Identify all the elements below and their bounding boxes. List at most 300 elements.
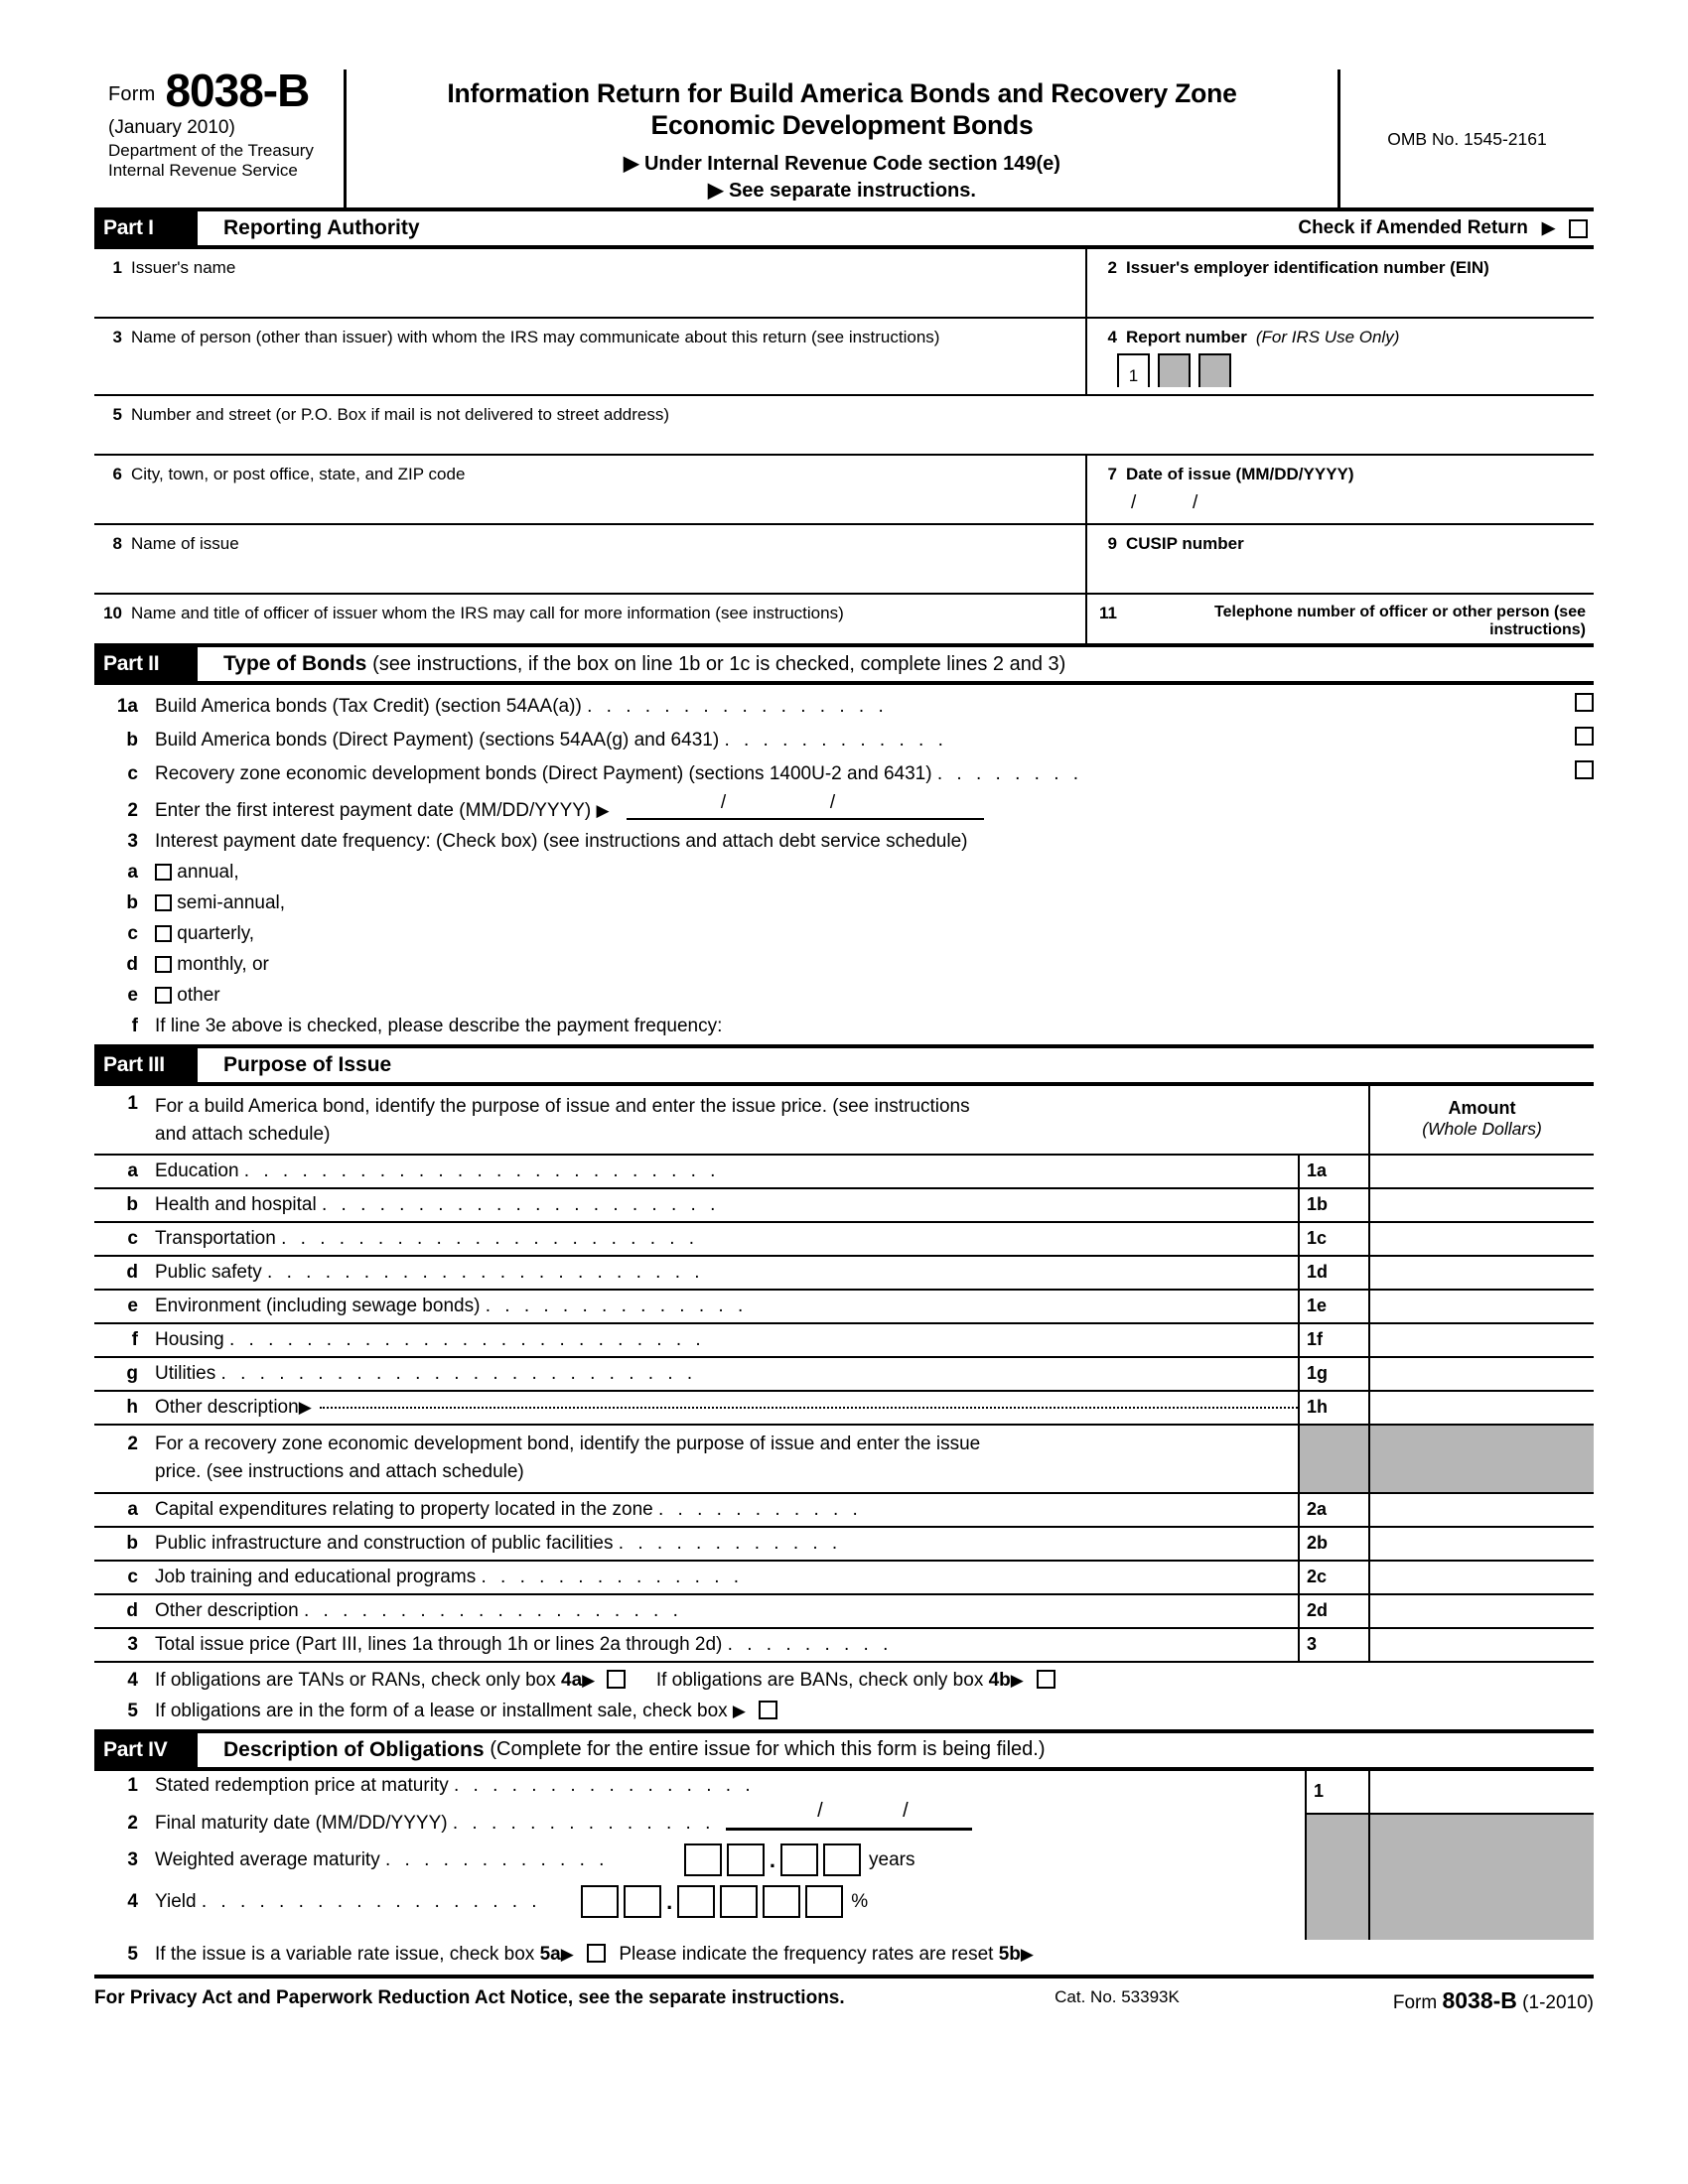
table-row[interactable]: [94, 1560, 1594, 1593]
line-number-3: 3: [127, 1633, 138, 1655]
city-state-zip-field[interactable]: [94, 456, 1087, 523]
line-number-4: 4: [1107, 328, 1117, 346]
table-row[interactable]: [94, 1187, 1594, 1221]
report-number-box-1[interactable]: 1: [1117, 353, 1150, 387]
part-3-header: [94, 1044, 1594, 1086]
table-row[interactable]: [94, 1356, 1594, 1390]
purpose-recovery-zone-intro: [94, 1424, 1594, 1492]
line-code-1e: 1e: [1298, 1291, 1368, 1322]
final-maturity-input[interactable]: [726, 1800, 972, 1831]
frequency-option-a[interactable]: [94, 857, 1594, 887]
issuer-name-label: Issuer's name: [131, 258, 236, 277]
weighted-average-maturity-label: Weighted average maturity: [155, 1848, 380, 1870]
purpose-label-education: Education: [155, 1160, 239, 1181]
yield-digit-2[interactable]: [624, 1885, 661, 1918]
leader-dots: . . . . . . . . . . . . . . . . . . . . . . . . .: [220, 1362, 697, 1384]
table-row[interactable]: [94, 1221, 1594, 1255]
name-of-issue-label: Name of issue: [131, 534, 239, 553]
wam-unit-years: years: [869, 1848, 915, 1870]
first-interest-payment-row[interactable]: [94, 789, 1594, 826]
cusip-number-label: CUSIP number: [1126, 534, 1244, 553]
line-code-1h: 1h: [1298, 1392, 1368, 1424]
amount-input-2c[interactable]: [1368, 1562, 1594, 1593]
table-row[interactable]: [94, 1627, 1594, 1663]
line-number-2: 2: [127, 1813, 138, 1834]
form-subtitle-code-section: ▶ Under Internal Revenue Code section 149(e): [624, 152, 1060, 175]
table-row[interactable]: [94, 1492, 1594, 1526]
line-letter-d: d: [126, 953, 138, 975]
catalog-number: Cat. No. 53393K: [1055, 1987, 1180, 2006]
department-line-1: Department of the Treasury: [108, 140, 314, 160]
officer-name-field[interactable]: [94, 595, 1087, 644]
department-name: [94, 141, 338, 181]
street-address-field[interactable]: [94, 396, 1594, 454]
report-number-label: Report number: [1126, 328, 1247, 346]
amount-input-3[interactable]: [1368, 1629, 1594, 1661]
leader-dots: . . . . . . . . . . . . . . . . . . . . . . . . .: [243, 1160, 720, 1181]
arrow-right-icon: ▶: [298, 1397, 312, 1417]
leader-dots: . . . . . . . . . . . . . .: [452, 1813, 715, 1834]
line-code-1g: 1g: [1298, 1358, 1368, 1390]
line-letter-a: a: [127, 1160, 138, 1181]
first-interest-payment-label: Enter the first interest payment date (MM/DD/YYYY): [155, 799, 592, 821]
part-2-body: [94, 685, 1594, 1045]
report-number-boxes: [1117, 353, 1586, 387]
bond-type-row-1a[interactable]: [94, 688, 1594, 722]
line-number-2: 2: [1107, 258, 1117, 277]
line-letter-c: c: [127, 1566, 138, 1587]
date-of-issue-input[interactable]: [1131, 492, 1586, 514]
amount-header-sub: (Whole Dollars): [1422, 1118, 1542, 1139]
frequency-describe-label: If line 3e above is checked, please describe the payment frequency:: [155, 1015, 723, 1036]
line-number-2: 2: [127, 1433, 138, 1454]
weighted-average-maturity-row[interactable]: [94, 1840, 1305, 1881]
line-code-1f: 1f: [1298, 1324, 1368, 1356]
wam-digit-4[interactable]: [823, 1843, 861, 1876]
line-letter-h: h: [126, 1396, 138, 1418]
frequency-checkbox-other[interactable]: [155, 987, 172, 1004]
part-1-row-6-7: [94, 456, 1594, 525]
amount-input-2b[interactable]: [1368, 1528, 1594, 1560]
amount-cell-shaded: [1370, 1815, 1594, 1940]
form-title-line-1: Information Return for Build America Bonds and Recovery Zone: [447, 78, 1237, 108]
arrow-right-icon: ▶: [582, 1670, 596, 1690]
part-2-tag: Part II: [94, 647, 198, 681]
arrow-right-icon: ▶: [560, 1945, 574, 1964]
amount-input-1e[interactable]: [1368, 1291, 1594, 1322]
line-number-4: 4: [127, 1669, 138, 1691]
yield-unit-percent: %: [851, 1890, 869, 1912]
part-1-tag: Part I: [94, 211, 198, 245]
yield-digit-3[interactable]: [677, 1885, 715, 1918]
arrow-right-icon: ▶: [596, 800, 610, 820]
yield-label: Yield: [155, 1890, 197, 1912]
form-number: 8038-B: [165, 65, 310, 116]
form-title-line-2: Economic Development Bonds: [650, 110, 1034, 141]
part-4-title-note: (Complete for the entire issue for which this form is being filed.): [490, 1738, 1046, 1760]
form-footer: [94, 1975, 1594, 2014]
line-letter-d: d: [126, 1599, 138, 1621]
purpose-label-other-description-1h: Other description: [155, 1396, 299, 1418]
amount-column-header: [1368, 1086, 1594, 1154]
leader-dots: . . . . . . . . . . . .: [385, 1848, 609, 1870]
report-number-field[interactable]: [1087, 319, 1594, 394]
part-1-title: Reporting Authority: [223, 216, 420, 239]
frequency-describe-row[interactable]: [94, 1011, 1594, 1045]
line-number-1: 1: [112, 258, 122, 277]
part-3-intro-row: [94, 1086, 1594, 1154]
purpose-label-public-safety: Public safety: [155, 1261, 262, 1283]
frequency-label-monthly: monthly, or: [177, 953, 269, 975]
omb-block: [1340, 69, 1594, 208]
line-letter-c: c: [127, 922, 138, 944]
officer-phone-label: Telephone number of officer or other person (see instructions): [1214, 604, 1586, 638]
tans-rans-label: If obligations are TANs or RANs, check only box: [155, 1669, 556, 1691]
purpose-build-america-intro: [94, 1086, 1368, 1154]
leader-dots: . . . . . . . . . . . . . . . . . . . .: [303, 1599, 683, 1621]
line-number-2: 2: [127, 799, 138, 821]
purpose-label-utilities: Utilities: [155, 1362, 216, 1384]
bond-type-checkbox-1c[interactable]: [1575, 760, 1594, 779]
table-row[interactable]: [94, 1526, 1594, 1560]
yield-digit-4[interactable]: [720, 1885, 758, 1918]
frequency-checkbox-semi-annual[interactable]: [155, 894, 172, 911]
line-number-3: 3: [127, 830, 138, 852]
final-maturity-row[interactable]: [94, 1802, 1305, 1840]
line-letter-e: e: [127, 984, 138, 1006]
variable-rate-row[interactable]: [94, 1940, 1594, 1976]
date-of-issue-field[interactable]: [1087, 456, 1594, 523]
table-row[interactable]: [94, 1593, 1594, 1627]
line-number-6: 6: [112, 465, 122, 483]
leader-dots: . . . . . . . . . . . . . . . .: [453, 1775, 756, 1796]
line-number-11: 11: [1099, 604, 1117, 622]
leader-dots: . . . . . . . . . . . . . . . . . . . . . . . . .: [229, 1328, 706, 1350]
wam-digit-3[interactable]: [780, 1843, 818, 1876]
yield-input[interactable]: [581, 1885, 868, 1918]
tans-rans-code: 4a: [561, 1669, 583, 1691]
line-number-1b: b: [126, 729, 138, 751]
bond-type-row-1b[interactable]: [94, 722, 1594, 755]
report-number-box-2: [1158, 353, 1191, 387]
leader-dots: . . . . . . . . . . . . . . . . . . . . . . .: [267, 1261, 705, 1283]
wam-digit-1[interactable]: [684, 1843, 722, 1876]
lease-installment-label: If obligations are in the form of a lease or installment sale, check box: [155, 1700, 728, 1721]
leader-dots: . . . . . . . . . . . . . . . . . . . . . .: [281, 1227, 699, 1249]
part-4-amount-column: [1368, 1771, 1594, 1940]
form-revision-date: (January 2010): [108, 116, 235, 138]
report-number-box-3: [1198, 353, 1231, 387]
line-code-2a: 2a: [1298, 1494, 1368, 1526]
line-letter-f: f: [131, 1015, 138, 1036]
form-title-block: [347, 69, 1340, 208]
decimal-point: .: [769, 1846, 776, 1872]
leader-dots: . . . . . . . . . . . .: [618, 1532, 842, 1554]
code-cell-shaded: [1307, 1815, 1368, 1940]
line-code-3: 3: [1298, 1629, 1368, 1661]
amount-input-1f[interactable]: [1368, 1324, 1594, 1356]
date-slash-1: /: [817, 1800, 823, 1822]
line-number-3: 3: [127, 1848, 138, 1870]
line-number-1a: 1a: [116, 695, 138, 717]
amount-header-label: Amount: [1448, 1097, 1516, 1118]
line-number-8: 8: [112, 534, 122, 553]
line-number-9: 9: [1107, 534, 1117, 553]
line-letter-a: a: [127, 861, 138, 883]
part-4-body: [94, 1771, 1594, 1940]
amount-input-1g[interactable]: [1368, 1358, 1594, 1390]
bans-label: If obligations are BANs, check only box: [655, 1669, 984, 1691]
date-slash-2: /: [903, 1800, 909, 1822]
purpose-intro-line-2: and attach schedule): [155, 1124, 331, 1145]
part-2-title: Type of Bonds: [223, 652, 367, 675]
line-code-spacer: [1298, 1426, 1368, 1492]
part-2-title-note: (see instructions, if the box on line 1b or 1c is checked, complete lines 2 and 3): [372, 652, 1066, 675]
variable-rate-checkbox-5a[interactable]: [587, 1944, 606, 1963]
leader-dots: . . . . . . . . . . . . . .: [485, 1295, 748, 1316]
leader-dots: . . . . . . . . . . . .: [724, 729, 948, 751]
amount-input-1h[interactable]: [1368, 1392, 1594, 1424]
bond-type-checkbox-1b[interactable]: [1575, 727, 1594, 746]
line-number-5: 5: [112, 405, 122, 424]
interest-frequency-label: Interest payment date frequency: (Check box) (see instructions and attach debt service schedule): [155, 830, 968, 852]
contact-person-field[interactable]: [94, 319, 1087, 394]
frequency-label-semi-annual: semi-annual,: [177, 891, 286, 913]
line-number-4: 4: [127, 1890, 138, 1912]
date-slash-2: /: [1193, 492, 1200, 513]
line-letter-b: b: [126, 1193, 138, 1215]
frequency-option-b[interactable]: [94, 887, 1594, 918]
part-3-title: Purpose of Issue: [223, 1052, 392, 1076]
frequency-checkbox-quarterly[interactable]: [155, 925, 172, 942]
part-4-lines: [94, 1771, 1305, 1940]
frequency-checkbox-monthly[interactable]: [155, 956, 172, 973]
line-letter-c: c: [127, 1227, 138, 1249]
wam-digit-2[interactable]: [727, 1843, 765, 1876]
line-code-2c: 2c: [1298, 1562, 1368, 1593]
frequency-label-other: other: [177, 984, 220, 1006]
variable-rate-label: If the issue is a variable rate issue, check box: [155, 1944, 535, 1965]
leader-dots: . . . . . . . . . . .: [657, 1498, 863, 1520]
date-slash-2: /: [829, 791, 836, 813]
issuer-ein-field[interactable]: [1087, 249, 1594, 317]
recovery-label-other-description: Other description: [155, 1599, 299, 1621]
yield-digit-5[interactable]: [763, 1885, 800, 1918]
line-number-7: 7: [1107, 465, 1117, 483]
privacy-act-notice: For Privacy Act and Paperwork Reduction Act Notice, see the separate instructions.: [94, 1987, 845, 2008]
arrow-right-icon: ▶: [1020, 1945, 1034, 1964]
line-code-1a: 1a: [1298, 1156, 1368, 1187]
frequency-option-e[interactable]: [94, 980, 1594, 1011]
bond-type-label-1b: Build America bonds (Direct Payment) (sections 54AA(g) and 6431): [155, 729, 720, 751]
tans-rans-checkbox-4a[interactable]: [607, 1670, 626, 1689]
weighted-average-maturity-input[interactable]: [684, 1843, 915, 1876]
variable-rate-code-5a: 5a: [539, 1944, 561, 1965]
footer-form-number: 8038-B: [1442, 1987, 1517, 2013]
footer-form-revision: (1-2010): [1522, 1992, 1594, 2013]
line-number-10: 10: [103, 604, 122, 622]
yield-row[interactable]: [94, 1881, 1305, 1923]
amount-input-part4-1[interactable]: [1370, 1771, 1594, 1815]
table-row[interactable]: [94, 1255, 1594, 1289]
frequency-option-c[interactable]: [94, 918, 1594, 949]
omb-number: OMB No. 1545-2161: [1387, 128, 1547, 149]
line-code-1b: 1b: [1298, 1189, 1368, 1221]
amount-input-2d[interactable]: [1368, 1595, 1594, 1627]
lease-installment-row[interactable]: [94, 1696, 1594, 1730]
part-1-row-8-9: [94, 525, 1594, 595]
line-letter-g: g: [126, 1362, 138, 1384]
line-number-3: 3: [112, 328, 122, 346]
part-1-row-1-2: [94, 249, 1594, 319]
form-label: Form: [108, 82, 156, 105]
issuer-ein-label: Issuer's employer identification number (EIN): [1126, 258, 1489, 277]
frequency-checkbox-annual[interactable]: [155, 864, 172, 881]
bond-type-checkbox-1a[interactable]: [1575, 693, 1594, 712]
line-number-1: 1: [127, 1092, 138, 1114]
line-letter-a: a: [127, 1498, 138, 1520]
form-sheet: [94, 65, 1594, 2014]
part-1-row-10-11: [94, 595, 1594, 644]
part-1-header: [94, 207, 1594, 249]
part-4-title-group: [198, 1733, 1594, 1767]
line-code-2d: 2d: [1298, 1595, 1368, 1627]
officer-phone-field[interactable]: [1087, 595, 1594, 644]
line-number-5: 5: [127, 1944, 138, 1965]
yield-digit-6[interactable]: [805, 1885, 843, 1918]
part-4-code-column: [1305, 1771, 1368, 1940]
part-1-row-3-4: [94, 319, 1594, 396]
form-subtitle-instructions: ▶ See separate instructions.: [708, 179, 976, 202]
part-2-title-group: [198, 647, 1594, 681]
interest-frequency-row: [94, 826, 1594, 857]
line-number-5: 5: [127, 1700, 138, 1721]
amount-input-1d[interactable]: [1368, 1257, 1594, 1289]
line-letter-e: e: [127, 1295, 138, 1316]
purpose-label-environment: Environment (including sewage bonds): [155, 1295, 481, 1316]
form-header: [94, 65, 1594, 208]
part-2-header: [94, 643, 1594, 685]
frequency-reset-code-5b: 5b: [998, 1944, 1021, 1965]
arrow-right-icon: ▶: [732, 1701, 746, 1720]
arrow-right-icon: ▶: [1010, 1670, 1024, 1690]
bond-type-label-1a: Build America bonds (Tax Credit) (section 54AA(a)): [155, 695, 582, 717]
first-interest-payment-input[interactable]: [627, 791, 984, 820]
frequency-label-quarterly: quarterly,: [177, 922, 255, 944]
line-letter-d: d: [126, 1261, 138, 1283]
issuer-name-field[interactable]: [94, 249, 1087, 317]
part-1-row-5: [94, 396, 1594, 456]
footer-form-id: [1266, 1987, 1594, 2014]
tans-rans-bans-row[interactable]: [94, 1663, 1594, 1697]
leader-dots: . . . . . . . . . . . . . . . .: [587, 695, 889, 717]
amount-input-1a[interactable]: [1368, 1156, 1594, 1187]
recovery-intro-line-1: For a recovery zone economic development bond, identify the purpose of issue and enter the issue: [155, 1433, 981, 1454]
bans-code: 4b: [988, 1669, 1011, 1691]
table-row[interactable]: [94, 1390, 1594, 1424]
city-state-zip-label: City, town, or post office, state, and ZIP code: [131, 465, 466, 483]
line-letter-f: f: [131, 1328, 138, 1350]
stated-redemption-label: Stated redemption price at maturity: [155, 1775, 449, 1796]
line-letter-b: b: [126, 891, 138, 913]
amount-input-1b[interactable]: [1368, 1189, 1594, 1221]
line-letter-b: b: [126, 1532, 138, 1554]
arrow-right-icon: ▶: [1541, 218, 1555, 237]
bond-type-label-1c: Recovery zone economic development bonds (Direct Payment) (sections 1400U-2 and 6431): [155, 762, 932, 784]
part-3-purpose-table-1: [94, 1154, 1594, 1663]
table-row[interactable]: [94, 1289, 1594, 1322]
leader-dots: . . . . . . . . .: [727, 1633, 893, 1655]
footer-form-label: Form: [1392, 1992, 1438, 2013]
bans-checkbox-4b[interactable]: [1037, 1670, 1055, 1689]
recovery-label-job-training: Job training and educational programs: [155, 1566, 477, 1587]
yield-digit-1[interactable]: [581, 1885, 619, 1918]
line-code-2b: 2b: [1298, 1528, 1368, 1560]
contact-person-label: Name of person (other than issuer) with whom the IRS may communicate about this return (see instructions): [131, 328, 940, 346]
amended-return-label: Check if Amended Return: [1298, 217, 1528, 238]
part-4-header: [94, 1729, 1594, 1771]
purpose-label-housing: Housing: [155, 1328, 224, 1350]
table-row[interactable]: [94, 1322, 1594, 1356]
frequency-label-annual: annual,: [177, 861, 239, 883]
recovery-intro-line-2: price. (see instructions and attach schedule): [155, 1461, 524, 1482]
stated-redemption-row[interactable]: [94, 1771, 1305, 1802]
line-code-1: 1: [1307, 1771, 1368, 1815]
date-slash-1: /: [1131, 492, 1139, 513]
purpose-intro-line-1: For a build America bond, identify the purpose of issue and enter the issue price. (see instructions: [155, 1095, 970, 1117]
amount-input-1c[interactable]: [1368, 1223, 1594, 1255]
amount-cell-shaded: [1368, 1426, 1594, 1492]
line-number-1c: c: [127, 762, 138, 784]
purpose-label-health: Health and hospital: [155, 1193, 317, 1215]
line-number-1: 1: [127, 1775, 138, 1796]
department-line-2: Internal Revenue Service: [108, 160, 298, 180]
table-row[interactable]: [94, 1154, 1594, 1187]
decimal-point: .: [666, 1888, 673, 1914]
name-of-issue-field[interactable]: [94, 525, 1087, 593]
amended-return-checkbox[interactable]: [1569, 219, 1588, 238]
frequency-reset-label: Please indicate the frequency rates are reset: [619, 1944, 994, 1965]
leader-dots: . . . . . . . . . . . . . . . . . .: [201, 1890, 542, 1912]
other-description-input-1h[interactable]: [320, 1407, 1298, 1409]
officer-name-label: Name and title of officer of issuer whom the IRS may call for more information (see instructions): [131, 604, 844, 622]
purpose-label-transportation: Transportation: [155, 1227, 276, 1249]
recovery-label-public-infrastructure: Public infrastructure and construction of public facilities: [155, 1532, 614, 1554]
line-code-1c: 1c: [1298, 1223, 1368, 1255]
recovery-label-capital-expenditures: Capital expenditures relating to property located in the zone: [155, 1498, 653, 1520]
bond-type-row-1c[interactable]: [94, 755, 1594, 789]
cusip-number-field[interactable]: [1087, 525, 1594, 593]
leader-dots: . . . . . . . . . . . . . .: [481, 1566, 744, 1587]
amended-return-group: [1298, 211, 1594, 245]
amount-input-2a[interactable]: [1368, 1494, 1594, 1526]
total-issue-price-label: Total issue price (Part III, lines 1a through 1h or lines 2a through 2d): [155, 1633, 723, 1655]
line-code-1d: 1d: [1298, 1257, 1368, 1289]
leader-dots: . . . . . . . . . . . . . . . . . . . . .: [321, 1193, 720, 1215]
frequency-option-d[interactable]: [94, 949, 1594, 980]
report-number-note: (For IRS Use Only): [1255, 328, 1400, 346]
street-address-label: Number and street (or P.O. Box if mail is not delivered to street address): [131, 405, 670, 424]
date-slash-1: /: [720, 791, 727, 813]
part-4-tag: Part IV: [94, 1733, 198, 1767]
leader-dots: . . . . . . . .: [936, 762, 1083, 784]
part-3-tag: Part III: [94, 1048, 198, 1082]
lease-installment-checkbox[interactable]: [759, 1701, 777, 1719]
final-maturity-label: Final maturity date (MM/DD/YYYY): [155, 1813, 448, 1834]
form-identity-block: [94, 65, 347, 208]
part-4-title: Description of Obligations: [223, 1737, 485, 1761]
date-of-issue-label: Date of issue (MM/DD/YYYY): [1126, 465, 1354, 483]
